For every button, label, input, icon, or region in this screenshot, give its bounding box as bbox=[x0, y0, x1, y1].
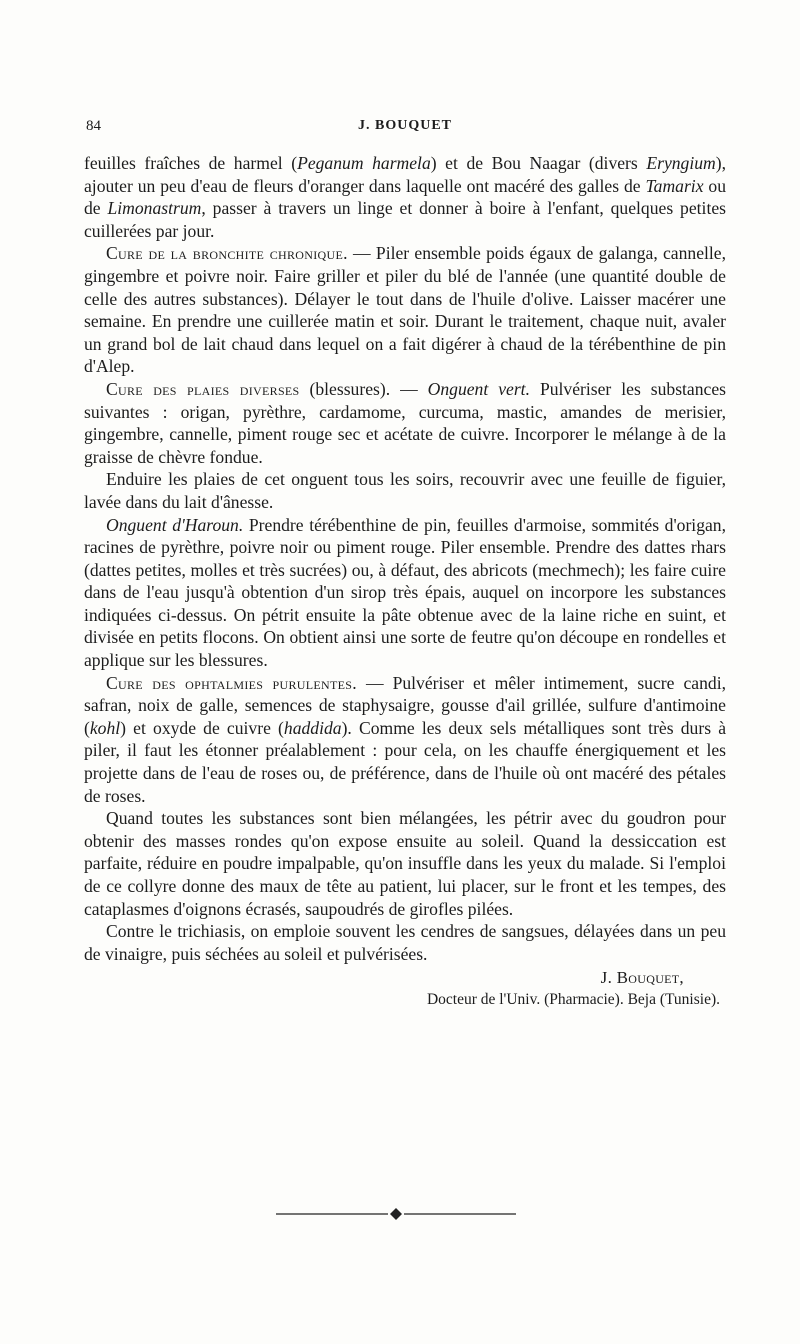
text-run: ) et oxyde de cuivre ( bbox=[120, 717, 284, 738]
paragraph bbox=[84, 514, 726, 672]
text-run: , passer à travers un linge et donner à boire à l'enfant, quelques petites cuillerées par jour. bbox=[84, 198, 726, 241]
paragraph bbox=[84, 152, 726, 242]
author-name: J. Bouquet, bbox=[600, 968, 684, 988]
paragraph bbox=[84, 468, 726, 513]
signature-block bbox=[84, 967, 726, 1011]
page bbox=[84, 118, 726, 1011]
paragraph bbox=[84, 920, 726, 965]
text-run: Enduire les plaies de cet onguent tous les soirs, recouvrir avec une feuille de figuier, lavée dans du lait d'ânesse. bbox=[84, 469, 726, 512]
italic-text: Onguent d'Haroun. bbox=[106, 514, 244, 535]
italic-text: kohl bbox=[89, 717, 121, 738]
italic-text: haddida bbox=[283, 717, 342, 738]
italic-text: Tamarix bbox=[645, 175, 704, 196]
article-body bbox=[84, 152, 726, 965]
section-heading: Cure des ophtalmies purulentes. bbox=[106, 672, 357, 693]
author-affiliation: Docteur de l'Univ. (Pharmacie). Beja (Tunisie). bbox=[426, 991, 720, 1009]
text-run: Quand toutes les substances sont bien mélangées, les pétrir avec du goudron pour obtenir des masses rondes qu'on expose ensuite au soleil. Quand la dessiccation est parfaite, réduire en poudre impalpable, qu'on insuffle dans les yeux du malade. Si l'emploi de ce collyre donne des maux de tête au patient, lui placer, sur le front et les tempes, des cataplasmes d'oignons écrasés, saupoudrés de girofles pilées. bbox=[84, 808, 726, 919]
section-heading: Cure des plaies diverses bbox=[106, 378, 300, 399]
italic-text: Eryngium bbox=[646, 153, 716, 173]
text-run: — Pulvériser et mêler intimement, sucre candi, safran, noix de galle, semences de staphysaigre, gousse d'ail grillée, sulfure d'antimoine ( bbox=[84, 672, 726, 738]
italic-text: Peganum harmela bbox=[297, 153, 431, 173]
page-header bbox=[84, 118, 726, 144]
text-run: Prendre térébenthine de pin, feuilles d'armoise, sommités d'origan, racines de pyrèthre, poivre noir ou piment rouge. Piler ensemble. Prendre des dattes rhars (dattes petites, molles et très sucrées) ou, à défaut, des abricots (mechmech); les faire cuire dans de l'eau jusqu'à obtention d'un sirop très épais, auquel on incorpore les substances indiquées ci-dessus. On pétrit ensuite la pâte obtenue avec de la laine riche en suint, et divisée en petits flocons. On obtient ainsi une sorte de feutre qu'on découpe en rondelles et applique sur les blessures. bbox=[84, 514, 726, 671]
running-head: J. BOUQUET bbox=[357, 118, 452, 133]
text-run: Contre le trichiasis, on emploie souvent les cendres de sangsues, délayées dans un peu de vinaigre, puis séchées au soleil et pulvérisées. bbox=[84, 921, 726, 964]
italic-text: Onguent vert. bbox=[427, 378, 530, 399]
paragraph bbox=[84, 378, 726, 468]
end-ornament bbox=[276, 1206, 516, 1222]
paragraph bbox=[84, 807, 726, 920]
paragraph bbox=[84, 672, 726, 808]
section-heading: Cure de la bronchite chronique. bbox=[106, 243, 348, 264]
paragraph bbox=[84, 242, 726, 378]
text-run: ) et de Bou Naagar (divers bbox=[430, 153, 647, 173]
text-run: ou de bbox=[84, 175, 726, 219]
text-run: ), ajouter un peu d'eau de fleurs d'oranger dans laquelle ont macéré des galles de bbox=[84, 153, 726, 196]
italic-text: Limonastrum bbox=[107, 198, 202, 219]
text-run: ). Comme les deux sels métalliques sont très durs à piler, il faut les étonner préalablement : pour cela, on les chauffe énergiquement et les projette dans de l'eau de roses ou, de préférence, dans de l'huile où ont macéré des pétales de roses. bbox=[84, 717, 727, 806]
text-run: — Piler ensemble poids égaux de galanga, cannelle, gingembre et poivre noir. Faire griller et piler du blé de l'année (une quantité double de celle des autres substances). Délayer le tout dans de l'huile d'olive. Laisser macérer une semaine. En prendre une cuillerée matin et soir. Durant le traitement, chaque nuit, avaler un grand bol de lait chaud dans lequel on a fait digérer à chaud de la térébenthine de pin d'Alep. bbox=[84, 243, 726, 377]
text-run: Pulvériser les substances suivantes : origan, pyrèthre, cardamome, curcuma, mastic, amandes de merisier, gingembre, cannelle, piment rouge sec et acétate de cuivre. Incorporer le mélange à de la graisse de chèvre fondue. bbox=[84, 378, 727, 467]
page-number: 84 bbox=[86, 118, 101, 134]
text-run: (blessures). — bbox=[299, 378, 428, 399]
text-run: feuilles fraîches de harmel ( bbox=[84, 153, 298, 173]
